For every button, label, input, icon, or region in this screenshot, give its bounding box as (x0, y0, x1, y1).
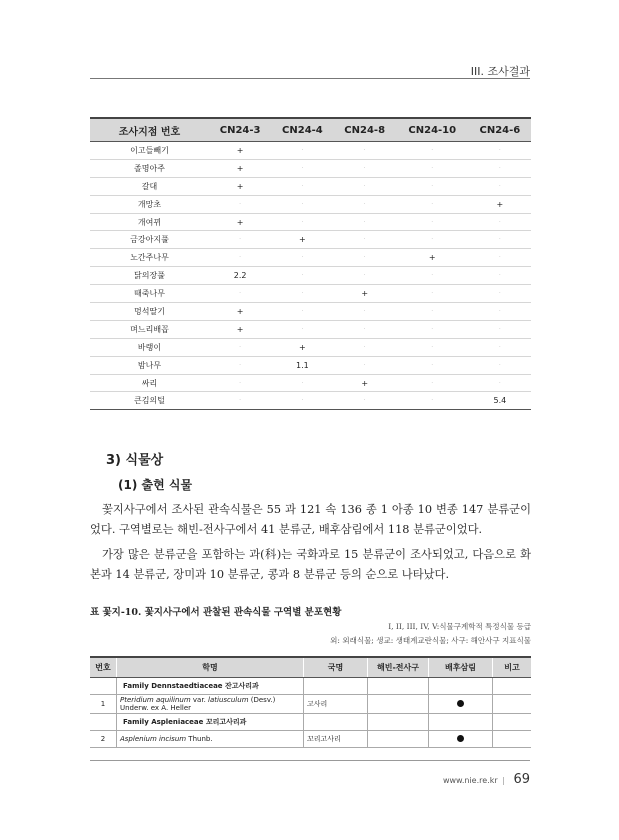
cover-value-cell: · (334, 320, 396, 338)
cover-value-cell: · (469, 231, 531, 249)
cover-value-cell: · (209, 195, 271, 213)
cover-value-cell: · (396, 177, 469, 195)
cover-value-cell: · (209, 356, 271, 374)
plant-name-cell: 멍석딸기 (90, 303, 209, 321)
table-note-grades: I, II, III, IV, V:식물구계학적 특정식물 등급 (388, 622, 531, 631)
cover-value-cell: · (469, 285, 531, 303)
sci-variety: latiusculum (208, 696, 249, 704)
footer (443, 772, 530, 787)
table-row (90, 320, 531, 338)
cover-value-cell: · (209, 285, 271, 303)
cover-value-cell: · (396, 142, 469, 160)
cover-value-cell: · (334, 338, 396, 356)
survey-point-table (90, 117, 531, 410)
col-header: CN24-4 (271, 118, 333, 142)
cover-value-cell: · (469, 338, 531, 356)
cover-value-cell: + (209, 303, 271, 321)
plant-name-cell: 닭의장풀 (90, 267, 209, 285)
table-row (90, 392, 531, 410)
cover-value-cell: · (396, 320, 469, 338)
footer-rule (90, 760, 530, 761)
cover-value-cell: · (396, 213, 469, 231)
cover-value-cell: + (469, 195, 531, 213)
cover-value-cell: · (334, 213, 396, 231)
paragraph-1: 꽃지사구에서 조사된 관속식물은 55 과 121 속 136 종 1 아종 10 변종 147 분류군이었다. 구역별로는 해빈-전사구에서 41 분류군, 배후삼림에서 118 분류군이었다. (90, 503, 531, 536)
cover-value-cell: + (209, 320, 271, 338)
table-row (90, 231, 531, 249)
cover-value-cell: · (271, 249, 333, 267)
plant-name-cell: 금강아지풀 (90, 231, 209, 249)
presence-cell (429, 731, 493, 748)
table-header-row (90, 657, 531, 678)
page-number: 69 (513, 772, 530, 787)
korean-name: 꼬리고사리 (304, 731, 368, 748)
plant-name-cell: 개여뀌 (90, 213, 209, 231)
sci-rank: var. (190, 696, 209, 704)
scientific-name (117, 731, 304, 748)
cover-value-cell: · (334, 195, 396, 213)
plant-name-cell: 밤나무 (90, 356, 209, 374)
empty-cell (493, 695, 532, 714)
cover-value-cell: · (396, 267, 469, 285)
cover-value-cell: · (469, 320, 531, 338)
cover-value-cell: · (271, 177, 333, 195)
family-name: Family Dennstaedtiaceae 잔고사리과 (117, 678, 304, 695)
cover-value-cell: · (334, 249, 396, 267)
cover-value-cell: · (209, 392, 271, 410)
cover-value-cell: + (209, 213, 271, 231)
cover-value-cell: · (271, 320, 333, 338)
korean-name: 고사리 (304, 695, 368, 714)
footer-url: www.nie.re.kr (442, 776, 498, 785)
cover-value-cell: · (271, 159, 333, 177)
cover-value-cell: · (271, 142, 333, 160)
empty-cell (304, 714, 368, 731)
plant-distribution-table (90, 656, 531, 748)
sci-author: Thunb. (186, 735, 213, 743)
presence-dot-icon (457, 700, 464, 707)
col-header: 비고 (493, 657, 532, 678)
cover-value-cell: + (209, 159, 271, 177)
cover-value-cell: · (396, 392, 469, 410)
sci-genus-species: Asplenium incisum (120, 735, 187, 743)
empty-cell (429, 678, 493, 695)
cover-value-cell: · (334, 159, 396, 177)
col-header: 학명 (117, 657, 304, 678)
header-rule (90, 78, 530, 79)
cover-value-cell: · (334, 303, 396, 321)
table-row (90, 177, 531, 195)
cover-value-cell: · (396, 231, 469, 249)
cover-value-cell: · (209, 338, 271, 356)
empty-cell (368, 678, 429, 695)
cover-value-cell: · (271, 195, 333, 213)
presence-dot-icon (457, 735, 464, 742)
plant-name-cell: 며느리배꼽 (90, 320, 209, 338)
empty-cell (493, 678, 532, 695)
sci-author: (Desv.) Underw. ex A. Heller (120, 696, 276, 712)
cover-value-cell: · (271, 374, 333, 392)
empty-cell (429, 714, 493, 731)
cover-value-cell: · (209, 249, 271, 267)
plant-name-cell: 졸명아주 (90, 159, 209, 177)
plant-name-cell: 때죽나무 (90, 285, 209, 303)
cover-value-cell: · (469, 303, 531, 321)
empty-cell (304, 678, 368, 695)
paragraph-2: 가장 많은 분류군을 포함하는 과(科)는 국화과로 15 분류군이 조사되었고, 다음으로 화본과 14 분류군, 장미과 10 분류군, 콩과 8 분류군 등의 순으로 나타났다. (90, 548, 531, 581)
empty-cell (90, 714, 117, 731)
cover-value-cell: · (396, 159, 469, 177)
presence-cell (429, 695, 493, 714)
cover-value-cell: · (469, 142, 531, 160)
table-row (90, 267, 531, 285)
table-row (90, 356, 531, 374)
cover-value-cell: · (469, 177, 531, 195)
table-row (90, 303, 531, 321)
plant-name-cell: 싸리 (90, 374, 209, 392)
cover-value-cell: · (396, 285, 469, 303)
cover-value-cell: 1.1 (271, 356, 333, 374)
cover-value-cell: · (334, 142, 396, 160)
plant-name-cell: 이고들빼기 (90, 142, 209, 160)
col-header: CN24-3 (209, 118, 271, 142)
running-header: III. 조사결과 (470, 65, 530, 78)
plant-name-cell: 갈대 (90, 177, 209, 195)
cover-value-cell: · (271, 392, 333, 410)
col-header: 번호 (90, 657, 117, 678)
cover-value-cell: + (271, 231, 333, 249)
sci-genus-species: Pteridium aquilinum (120, 696, 191, 704)
col-header: 조사지점 번호 (90, 118, 209, 142)
cover-value-cell: · (334, 267, 396, 285)
table-row (90, 195, 531, 213)
cover-value-cell: 2.2 (209, 267, 271, 285)
cover-value-cell: · (469, 356, 531, 374)
cover-value-cell: · (271, 213, 333, 231)
cover-value-cell: + (334, 374, 396, 392)
cover-value-cell: · (396, 356, 469, 374)
col-header: CN24-10 (396, 118, 469, 142)
table-note-abbrev: 외: 외래식물; 생교: 생태계교란식물; 사구: 해안사구 지표식물 (330, 636, 531, 645)
cover-value-cell: · (396, 338, 469, 356)
col-header: CN24-6 (469, 118, 531, 142)
table-row (90, 249, 531, 267)
col-header: 해빈-전사구 (368, 657, 429, 678)
cover-value-cell: · (396, 195, 469, 213)
plant-name-cell: 노간주나무 (90, 249, 209, 267)
empty-cell (90, 678, 117, 695)
table-row (90, 285, 531, 303)
cover-value-cell: · (271, 303, 333, 321)
cover-value-cell: 5.4 (469, 392, 531, 410)
cover-value-cell: · (271, 285, 333, 303)
empty-cell (493, 714, 532, 731)
cover-value-cell: · (209, 231, 271, 249)
cover-value-cell: · (271, 267, 333, 285)
empty-cell (368, 714, 429, 731)
cover-value-cell: · (209, 374, 271, 392)
cover-value-cell: + (209, 142, 271, 160)
family-name: Family Aspleniaceae 꼬리고사리과 (117, 714, 304, 731)
table-header-row (90, 118, 531, 142)
cover-value-cell: · (334, 231, 396, 249)
family-row (90, 678, 531, 695)
table-row (90, 731, 531, 748)
cover-value-cell: + (271, 338, 333, 356)
col-header: CN24-8 (334, 118, 396, 142)
table-row (90, 338, 531, 356)
cover-value-cell: · (396, 374, 469, 392)
cover-value-cell: · (334, 356, 396, 374)
plant-name-cell: 개망초 (90, 195, 209, 213)
cover-value-cell: · (469, 267, 531, 285)
footer-separator: | (502, 776, 505, 785)
cover-value-cell: + (396, 249, 469, 267)
cover-value-cell: + (334, 285, 396, 303)
table-body (90, 142, 531, 410)
cover-value-cell: · (334, 177, 396, 195)
row-number: 1 (90, 695, 117, 714)
cover-value-cell: · (469, 249, 531, 267)
table-row (90, 142, 531, 160)
section-heading: 3) 식물상 (106, 453, 164, 468)
subsection-heading: (1) 출현 식물 (118, 478, 193, 492)
table-row (90, 213, 531, 231)
empty-cell (493, 731, 532, 748)
col-header: 배후삼림 (429, 657, 493, 678)
col-header: 국명 (304, 657, 368, 678)
table-row (90, 159, 531, 177)
scientific-name (117, 695, 304, 714)
cover-value-cell: · (334, 392, 396, 410)
table-row (90, 374, 531, 392)
cover-value-cell: + (209, 177, 271, 195)
row-number: 2 (90, 731, 117, 748)
plant-name-cell: 바랭이 (90, 338, 209, 356)
cover-value-cell: · (469, 213, 531, 231)
cover-value-cell: · (469, 159, 531, 177)
table-row (90, 695, 531, 714)
cover-value-cell: · (396, 303, 469, 321)
empty-cell (368, 731, 429, 748)
empty-cell (368, 695, 429, 714)
cover-value-cell: · (469, 374, 531, 392)
family-row (90, 714, 531, 731)
table-caption: 표 꽃지-10. 꽃지사구에서 관찰된 관속식물 구역별 분포현황 (90, 607, 342, 618)
plant-name-cell: 큰김의털 (90, 392, 209, 410)
